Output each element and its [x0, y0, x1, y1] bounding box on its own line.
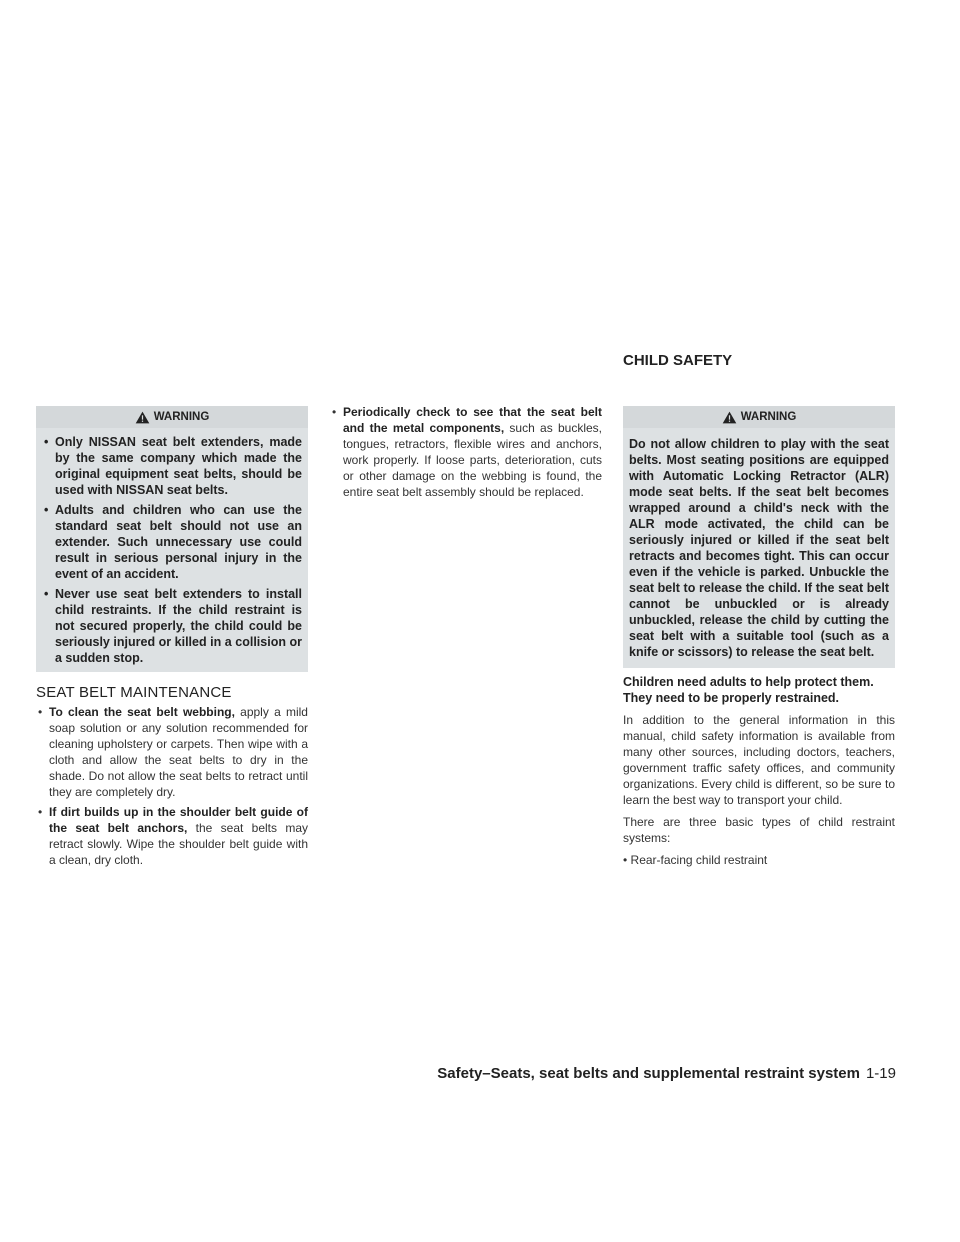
page-number: 1-19	[865, 1065, 896, 1082]
section-title: CHILD SAFETY	[623, 352, 733, 369]
bullet: •	[44, 503, 49, 517]
warning-label: WARNING	[740, 411, 797, 423]
bold-paragraph: Children need adults to help protect them. They need to be properly restrained.	[623, 675, 874, 705]
warning-box	[36, 406, 308, 672]
bullet: •	[332, 405, 337, 419]
bullet: •	[38, 705, 43, 719]
bullet: •	[44, 435, 49, 449]
warning-label: WARNING	[153, 411, 210, 423]
list-item: • Periodically check to see that the seat belt and the metal components, such as buckles, tongues, retractors, flexible wires and anchors, work properly. If loose parts, deterioration, cuts or other damage on the webbing is found, the entire seat belt assembly should be replaced.	[332, 405, 602, 499]
warning-text: Do not allow children to play with the seat belts. Most seating positions are equipped with Automatic Locking Retractor (ALR) mode seat belts. If the seat belt becomes wrapped around a child's neck with the ALR mode activated, the child can be seriously injured or killed if the seat belt retracts and becomes tight. This can occur even if the vehicle is parked. Unbuckle the seat belt to release the child. If the seat belt cannot be unbuckled or is already unbuckled, release the child by cutting the seat belt with a suitable tool (such as a knife or scissors) to release the seat belt.	[629, 437, 889, 659]
warning-icon	[722, 411, 737, 424]
heading-seat-belt-maintenance: SEAT BELT MAINTENANCE	[36, 684, 232, 701]
column-1	[36, 406, 308, 872]
page-footer	[437, 1065, 896, 1082]
column-3	[623, 406, 895, 874]
warning-header	[623, 406, 895, 428]
bullet: •	[44, 587, 49, 601]
warning-item: • Adults and children who can use the standard seat belt should not use an extender. Such unnecessary use could result in serious personal injury in the event of an accident.	[44, 503, 302, 581]
warning-icon	[135, 411, 150, 424]
paragraph: In addition to the general information in this manual, child safety information is available from many other sources, including doctors, teachers, government traffic safety offices, and community organizations. Every child is different, so be sure to learn the best way to transport your child.	[623, 713, 895, 807]
bullet: •	[38, 805, 43, 819]
list-item: • If dirt builds up in the shoulder belt guide of the seat belt anchors, the seat belts may retract slowly. Wipe the shoulder belt guide with a clean, dry cloth.	[38, 805, 309, 867]
warning-box	[623, 406, 895, 668]
list-item: • Rear-facing child restraint	[623, 853, 768, 867]
warning-item: • Never use seat belt extenders to install child restraints. If the child restraint is not secured properly, the child could be seriously injured or killed in a collision or a sudden stop.	[44, 587, 302, 665]
warning-header	[36, 406, 308, 428]
list-item: • To clean the seat belt webbing, apply a mild soap solution or any solution recommended for cleaning upholstery or carpets. Then wipe with a cloth and allow the seat belts to dry in the shade. Do not allow the seat belts to retract until they are completely dry.	[38, 705, 308, 799]
column-2	[330, 404, 602, 504]
footer-title: Safety–Seats, seat belts and supplemental restraint system	[437, 1065, 860, 1082]
warning-item: • Only NISSAN seat belt extenders, made by the same company which made the original equipment seat belts, should be used with NISSAN seat belts.	[44, 435, 302, 497]
paragraph: There are three basic types of child restraint systems:	[623, 815, 895, 845]
